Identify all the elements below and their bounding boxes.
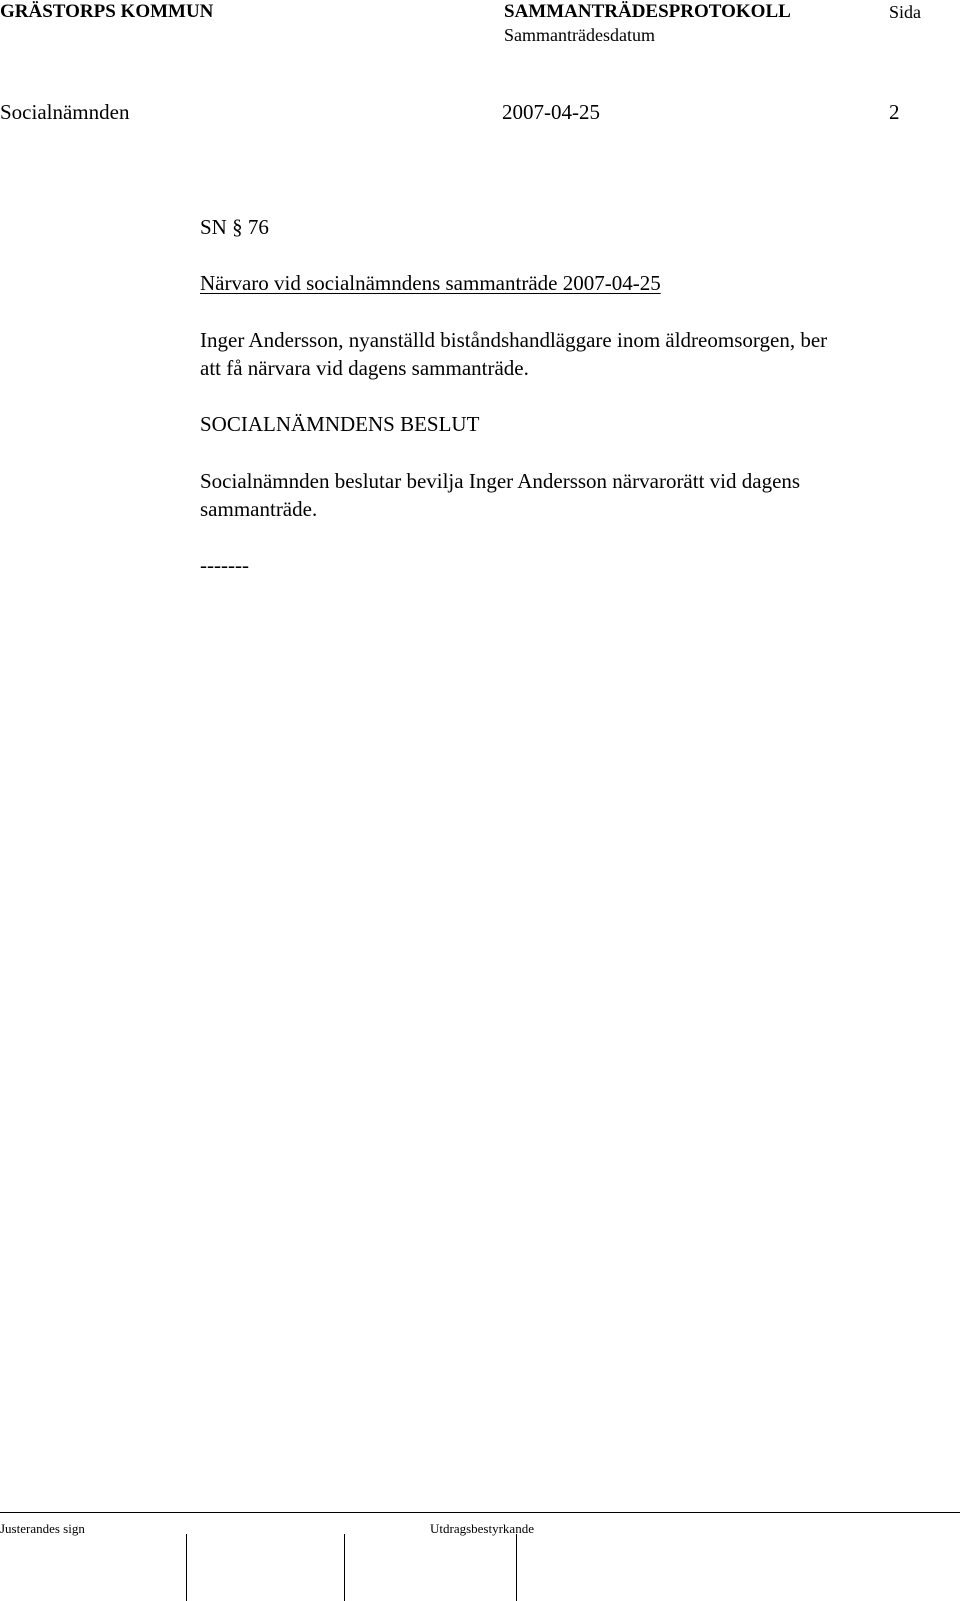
sign-label: Justerandes sign: [0, 1521, 85, 1536]
signature-box-divider-2: [344, 1534, 345, 1601]
decision-line-2: sammanträde.: [200, 497, 318, 521]
certification-label: Utdragsbestyrkande: [430, 1521, 534, 1536]
meeting-date-label: Sammanträdesdatum: [504, 25, 655, 45]
meeting-date: 2007-04-25: [502, 100, 600, 124]
paragraph-line-2: att få närvara vid dagens sammanträde.: [200, 356, 529, 380]
page-number: 2: [889, 100, 900, 124]
organization-name: GRÄSTORPS KOMMUN: [0, 1, 214, 22]
footer-rule: [0, 1512, 960, 1513]
paragraph-line-1: Inger Andersson, nyanställd biståndshandläggare inom äldreomsorgen, ber: [200, 328, 828, 352]
document-type: SAMMANTRÄDESPROTOKOLL: [504, 1, 791, 22]
committee-name: Socialnämnden: [0, 100, 130, 124]
signature-box-divider-3: [516, 1534, 517, 1601]
page-label: Sida: [889, 2, 922, 22]
decision-heading: SOCIALNÄMNDENS BESLUT: [200, 412, 480, 436]
section-title: Närvaro vid socialnämndens sammanträde 2007-04-25: [200, 271, 661, 295]
decision-line-1: Socialnämnden beslutar bevilja Inger Andersson närvarorätt vid dagens: [200, 469, 801, 493]
separator: -------: [200, 553, 249, 577]
signature-box-divider-1: [186, 1534, 187, 1601]
section-id: SN § 76: [200, 215, 269, 239]
